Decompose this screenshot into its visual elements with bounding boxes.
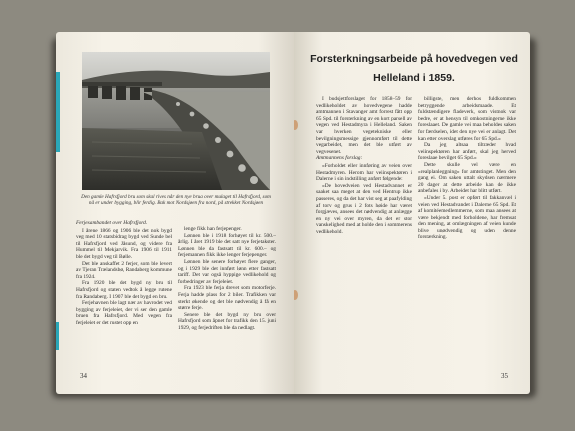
left-column-2 xyxy=(178,226,276,332)
paragraph: Senere ble det bygd ny bru over Hafrsfjord som åpnet for trafikk den 15. juni 1929, og ferjedriften ble da nedlagt. xyxy=(178,311,276,331)
paragraph: I budsjettforslaget for 1858–59 for vedlikeholdet av hovedvegene hadde amtmannen i Stavanger amt forrest fått opp 65 Spd. til forsterkning av en kort parsell av vegen ved Hestadmyra i Helleland. Saken var hverken vegetekniske eller bevilgningsmessige gjennomført til dette vegarbeidet, men det ble utført av vegvesenet. xyxy=(316,96,412,155)
paragraph: «Forholdet eller innføring av veien over Hestadmyren. Herom har veiinspektøren i Dalerne i sin indstilling anført følgende: xyxy=(316,162,412,183)
right-page xyxy=(294,32,530,394)
page-number-right: 35 xyxy=(501,372,508,380)
paragraph: Da jeg altsaa tiltræder hvad veiinspektøren har anført, skal jeg herved foreslaae bevilget 65 Spd.» xyxy=(418,142,516,162)
paragraph: I årene 1866 og 1906 ble det nok bygd veg med 10 statsbidrag bygd ved Sunde bel til Hafrsfjord ved Jåsund, og videre fra Hummel til Mekjarvik. Fra 1906 til 1911 ble det bygd veg til Bølle. xyxy=(76,227,172,260)
page-number-left: 34 xyxy=(80,372,87,380)
open-booklet xyxy=(52,32,532,394)
paragraph-heading: Amtmannens forslag: xyxy=(316,155,363,162)
paragraph: lenge fikk han ferjepenger. xyxy=(184,226,242,232)
article-title xyxy=(304,50,524,88)
photo-caption: Den gamle Hafrsfjord bru som skal rives når den nye brua over mulaget til Hafrsfjord, som nå er under bygging, blir ferdig. Bak mot Nordsjøen fra nord, på strekket Nordsjøen xyxy=(81,194,271,207)
paragraph: Fra 1923 ble ferja drevet som motorferje. Ferja hadde plass for 2 biler. Trafikken var sterkt økende og det ble nødvendig å få en større ferje. xyxy=(178,285,276,312)
paragraph: Ferjehavnen ble lagt nær av havrodet ved bygging av ferjeleiet, der vi ser den gamle bruen fra Hafrsfjord. Med vegen fra ferjeleiet er det rustet opp en xyxy=(76,300,172,326)
section-heading: Ferjesambandet over Hafrsfjord. xyxy=(76,220,148,226)
paragraph: «Under 5. post er opført til fakkanvæl i veien ved Hestadvandet i Dalerne 65 Spd. Et af komitéemedlemmerne, som maa ansees at være bekjendt med forholdene, har fremsat den mening, at omlægningen af veien kunde blive unødvendig og uden denne forstærkning. xyxy=(418,194,516,241)
rust-stain xyxy=(294,120,298,130)
article-title-line-1: Forsterkningsarbeide på hovedvegen ved xyxy=(310,53,518,65)
paragraph: Det ble anskaffet 2 ferjer, som ble levert av Tjeran Trælandsbø, Randaberg kommune fra 1924. xyxy=(76,260,172,280)
paragraph: billigste, men derhos fuldkommen betryggende arbeidsmaade. Et fuldstændigere fladeverk, som vistnok var bedre, er at hensyn til omkostningerne ikke foreslaaet. De gamle vei maa beholdes saken for færdselen, idet den nye vei er anlagt. Det kan etter overslag utføres for 65 Spd.» xyxy=(418,96,516,142)
paragraph: «De hovedveien ved Hestadvannet er saaket saa meget at den ved Hentrup ikke passeres, og da det har vist seg at paafylding af torv og grus i 2 fots høide har været forgjæves, ansees det nødvendig at anlægge en ny vei over myren, da det er stor vanskelighed med at holde den i sommerens vedlikehold. xyxy=(316,182,412,235)
bridge-photo xyxy=(82,52,270,190)
paragraph: Fra 1920 ble det bygd ny bru til Hafrsfjord og staten vedtok å legge rutene fra Randaberg. I 1907 ble det bygd en bru. xyxy=(76,280,172,300)
article-title-line-2: Helleland i 1859. xyxy=(373,72,455,84)
left-page xyxy=(56,32,294,394)
page-edge-marker-lower xyxy=(56,322,59,350)
page-edge-marker xyxy=(56,72,60,152)
rust-stain xyxy=(294,290,298,300)
paragraph: Dette skulle vel være en «realplanleggning» for amtstinget. Men den gang ei. Om saken uttalt skydsen nærmere 20 dager at dette arbeide kan de ikke anbefales i by. Arbeidet har blitt utført. xyxy=(418,161,516,195)
paragraph: Lønnen ble senere forhøyet flere ganger, og i 1929 ble det innført lønn etter fastsatt tariff. Det var også hyppige vedlikehold og forbedringer av ferjeleiet. xyxy=(178,258,276,285)
paragraph: Lønnen ble i 1918 forhøyet til kr. 500.– årlig. I året 1919 ble det satt nye ferjetakster. Lønnen ble da fastsatt til kr. 600.– og ferjemannen fikk ikke lenger ferjepenger. xyxy=(178,232,276,259)
bridge-photo-image xyxy=(82,52,270,190)
right-column-2 xyxy=(418,96,516,241)
left-column-1 xyxy=(76,220,172,327)
right-column-1 xyxy=(316,96,412,235)
